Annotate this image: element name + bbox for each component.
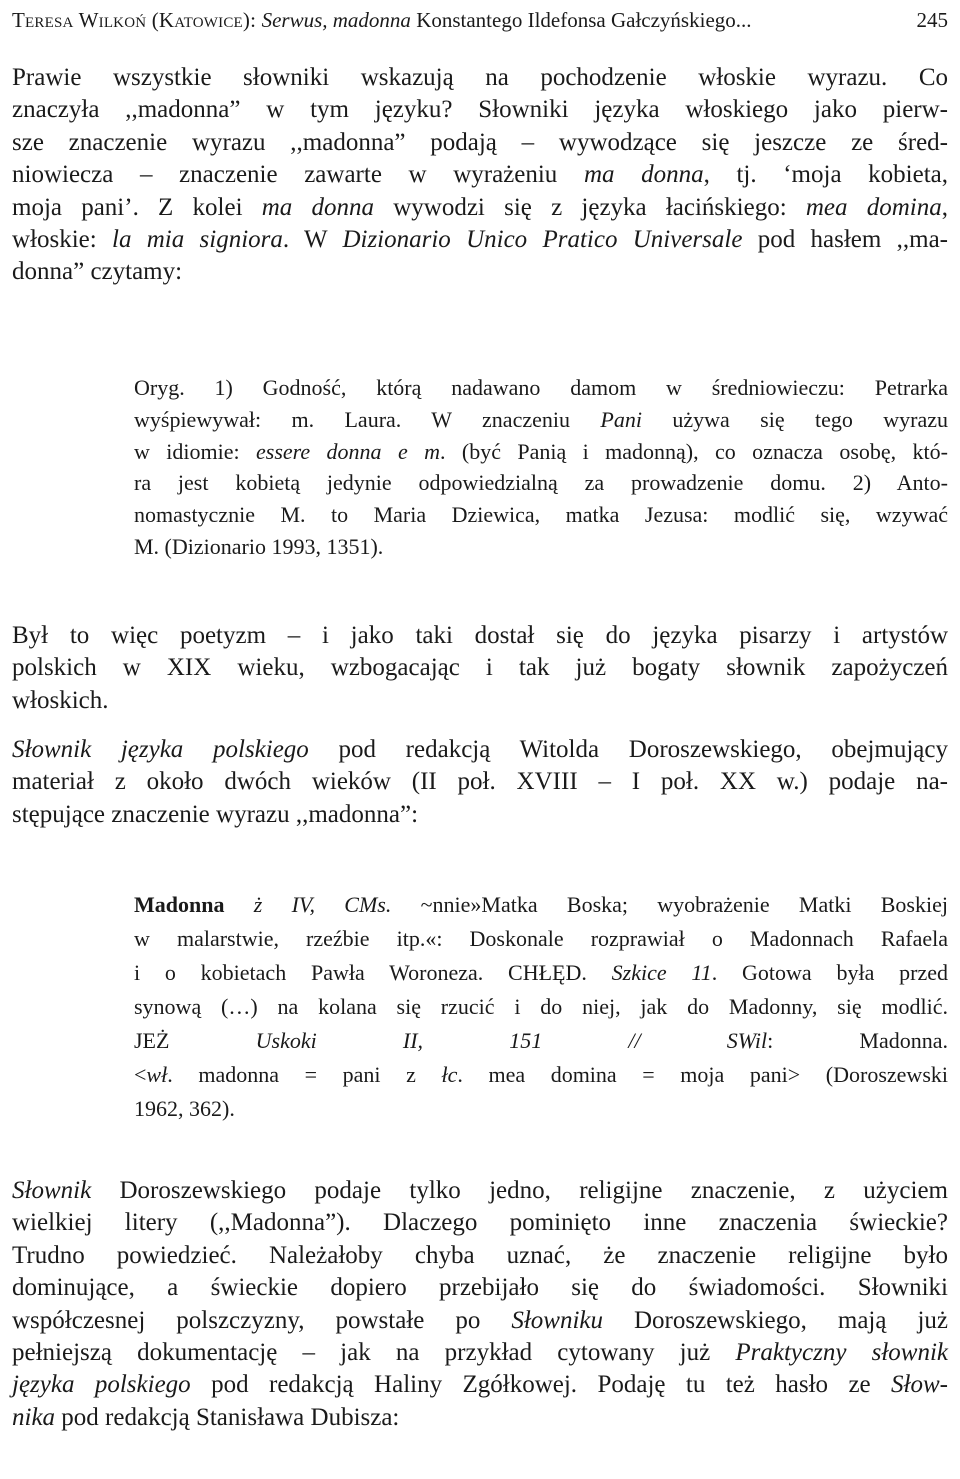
text-run: synową (…) na kolana się rzucić i do niej, jak do Madonny, się modlić. <box>134 994 948 1019</box>
text-run: używa się tego wyrazu <box>641 406 948 432</box>
italic-text: Uskoki II, 151 // SWil <box>255 1028 768 1053</box>
entry-line <box>134 1024 948 1058</box>
text-run: dominujące, a świeckie dopiero przebijało się do świadomości. Słowniki <box>12 1274 948 1302</box>
text-run: 1962, 362). <box>134 1096 235 1121</box>
text-line <box>12 224 948 256</box>
italic-text: Słownik języka polskiego <box>12 736 309 763</box>
dictionary-quote-italian <box>134 372 948 563</box>
text-run: nomastycznie M. to Maria Dziewica, matka Jezusa: modlić się, wzywać <box>134 502 948 528</box>
text-run: Doroszewskiego, mają już <box>603 1306 948 1334</box>
text-run: , <box>941 193 948 221</box>
entry-line <box>134 956 948 990</box>
text-line <box>12 799 948 831</box>
text-line <box>134 372 948 404</box>
text-run: Trudno powiedzieć. Należałoby chyba uznać, że znaczenie religijne było <box>12 1241 948 1269</box>
text-run: donna” czytamy: <box>12 258 183 286</box>
header-title-rest: Konstantego Ildefonsa Gałczyńskiego... <box>410 8 752 32</box>
text-line <box>12 94 948 126</box>
text-line <box>12 62 948 94</box>
italic-text: Praktyczny słownik <box>735 1339 948 1367</box>
entry-line <box>134 1092 948 1126</box>
text-line <box>12 652 948 684</box>
text-run: i o kobietach Pawła Woroneza. CHŁĘD. <box>134 960 612 985</box>
text-run: sze znaczenie wyrazu ,,madonna” podają – wywodzące się jeszcze ze śred- <box>12 128 948 156</box>
header-author: Teresa Wilkoń (Katowice): <box>12 8 262 32</box>
text-run: . mea domina = moja pani> (Doroszewski <box>457 1062 948 1087</box>
text-run: pod hasłem ,,ma- <box>742 226 948 254</box>
text-line <box>12 766 948 798</box>
paragraph-2 <box>12 620 948 717</box>
text-run: stępujące znaczenie wyrazu ,,madonna”: <box>12 800 419 828</box>
text-run: w idiomie: <box>134 438 256 464</box>
text-line <box>12 192 948 224</box>
text-run: niowiecza – znaczenie zawarte w wyrażeniu <box>12 161 584 189</box>
text-run: M. (Dizionario 1993, 1351). <box>134 533 384 559</box>
text-run: pod redakcją Stanisława Dubisza: <box>55 1403 400 1431</box>
text-run: współczesnej polszczyzny, powstałe po <box>12 1306 512 1334</box>
italic-text: Słow- <box>891 1371 948 1399</box>
text-line <box>134 499 948 531</box>
text-run: włoskich. <box>12 686 109 714</box>
text-run: . madonna = pani z <box>167 1062 442 1087</box>
text-line <box>12 256 948 288</box>
italic-text: Dizionario Unico Pratico Universale <box>342 226 743 254</box>
text-line <box>134 436 948 468</box>
text-run: wyśpiewywał: m. Laura. W znaczeniu <box>134 406 601 432</box>
text-run: Był to więc poetyzm – i jako taki dostał się do języka pisarzy i artystów <box>12 622 948 649</box>
entry-line <box>134 922 948 956</box>
text-run: Doroszewskiego podaje tylko jedno, religijne znaczenie, z użyciem <box>91 1177 948 1204</box>
text-line <box>12 1272 948 1304</box>
text-run: , tj. ‘moja kobieta, <box>703 161 948 189</box>
italic-text: łc <box>441 1062 458 1087</box>
italic-text: mea domina <box>805 193 942 221</box>
text-run: znaczyła ,,madonna” w tym języku? Słowniki języka włoskiego jako pierw- <box>12 96 948 124</box>
running-header <box>12 6 948 40</box>
italic-text: Pani <box>600 406 642 432</box>
text-run: . W <box>282 226 343 254</box>
entry-grammar: ż IV, CMs. <box>224 892 392 917</box>
text-run: pod redakcją Haliny Zgółkowej. Podaję tu też hasło ze <box>190 1371 892 1399</box>
paragraph-4 <box>12 1175 948 1434</box>
header-title-italic: Serwus, madonna <box>261 8 411 32</box>
italic-text: Słowniku <box>511 1306 603 1334</box>
text-run: JEŻ <box>134 1028 256 1053</box>
italic-text: ma donna <box>261 193 375 221</box>
text-run: w malarstwie, rzeźbie itp.«: Doskonale rozprawiał o Madonnach Rafaela <box>134 926 948 951</box>
italic-text: ma donna <box>583 161 704 189</box>
italic-text: la mia signiora <box>112 226 283 254</box>
text-run: Prawie wszystkie słowniki wskazują na pochodzenie włoskie wyrazu. Co <box>12 64 948 91</box>
italic-text: Szkice 11 <box>611 960 712 985</box>
header-title <box>12 6 752 34</box>
text-run: włoskie: <box>12 226 113 254</box>
text-line <box>12 734 948 766</box>
paragraph-3 <box>12 734 948 831</box>
text-run: pod redakcją Witolda Doroszewskiego, obejmujący <box>308 736 948 763</box>
text-run: Oryg. 1) Godność, którą nadawano damom w średniowieczu: Petrarka <box>134 375 948 400</box>
text-run: wywodzi się z języka łacińskiego: <box>374 193 806 221</box>
italic-text: Słownik <box>12 1177 92 1204</box>
text-line <box>134 404 948 436</box>
italic-text: essere donna e m <box>256 438 440 464</box>
italic-text: wł <box>146 1062 168 1087</box>
text-line <box>12 620 948 652</box>
text-run: pełniejszą dokumentację – jak na przykład cytowany już <box>12 1339 736 1367</box>
text-run: < <box>134 1062 147 1087</box>
text-run: polskich w XIX wieku, wzbogacając i tak już bogaty słownik zapożyczeń <box>12 654 948 682</box>
text-line <box>12 159 948 191</box>
paragraph-1 <box>12 62 948 289</box>
text-line <box>12 1240 948 1272</box>
text-run: . Gotowa była przed <box>711 960 948 985</box>
text-run: wielkiej litery (,,Madonna”). Dlaczego pominięto inne znaczenia świeckie? <box>12 1209 948 1237</box>
text-line <box>12 1175 948 1207</box>
entry-line <box>134 1058 948 1092</box>
text-line <box>12 1207 948 1239</box>
entry-line <box>134 990 948 1024</box>
text-line <box>134 531 948 563</box>
entry-headword: Madonna <box>134 892 225 917</box>
text-run: ~nnie»Matka Boska; wyobrażenie Matki Boskiej <box>391 892 948 917</box>
text-line <box>12 1369 948 1401</box>
text-line <box>134 467 948 499</box>
italic-text: języka polskiego <box>12 1371 191 1399</box>
entry-line-text <box>391 892 948 917</box>
text-line <box>12 127 948 159</box>
text-run: materiał z około dwóch wieków (II poł. XVIII – I poł. XX w.) podaje na- <box>12 768 948 796</box>
text-run: ra jest kobietą jedynie odpowiedzialną za prowadzenie domu. 2) Anto- <box>134 470 948 496</box>
dictionary-entry-madonna <box>134 888 948 1126</box>
text-run: : Madonna. <box>767 1028 948 1053</box>
text-line <box>12 1305 948 1337</box>
text-line <box>12 685 948 717</box>
italic-text: nika <box>12 1403 56 1431</box>
text-run: . (być Panią i madonną), co oznacza osobę, któ- <box>439 438 948 464</box>
text-line <box>12 1337 948 1369</box>
entry-line <box>134 888 948 922</box>
page-number: 245 <box>916 8 948 32</box>
text-line <box>12 1402 948 1434</box>
text-run: moja pani’. Z kolei <box>12 193 262 221</box>
